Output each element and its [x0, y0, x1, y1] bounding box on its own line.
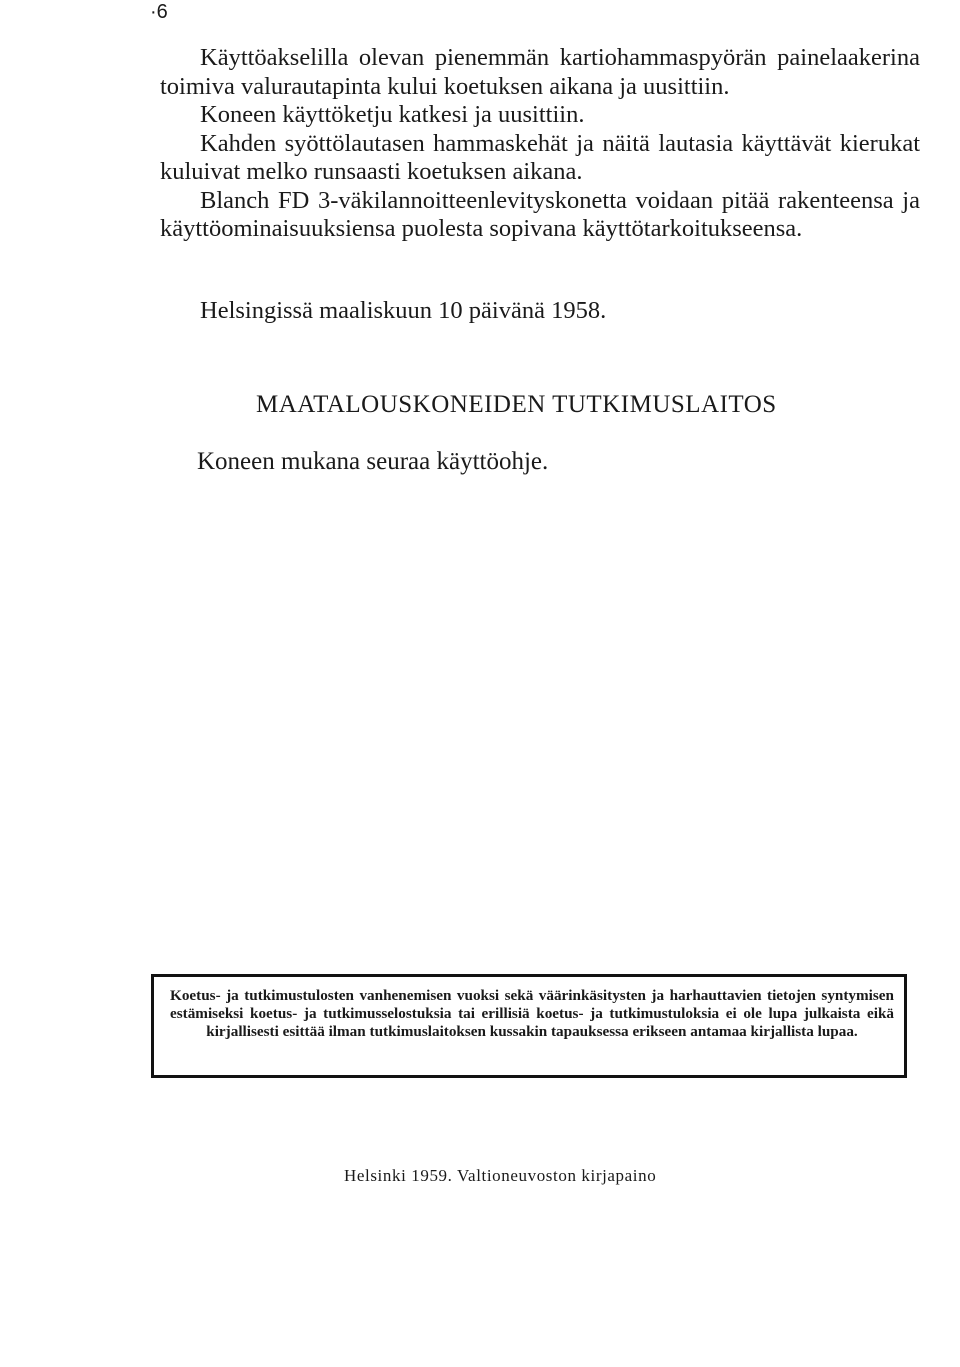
paragraph-verdict: Blanch FD 3-väkilannoitteenlevityskonetta voidaan pitää rakenteensa ja käyttöominaisuuksiensa puolesta sopivana käyttötarkoitukseensa.: [160, 186, 920, 242]
place-date: Helsingissä maaliskuun 10 päivänä 1958.: [200, 297, 607, 324]
page-number: ·6: [150, 1, 168, 23]
paragraph-drive-chain: Koneen käyttöketju katkesi ja uusittiin.: [200, 101, 585, 128]
attachment-note: Koneen mukana seuraa käyttöohje.: [197, 448, 549, 475]
printer-imprint: Helsinki 1959. Valtioneuvoston kirjapaino: [344, 1166, 657, 1185]
paragraph-feed-plates: Kahden syöttölautasen hammaskehät ja näitä lautasia käyttävät kierukat kuluivat melko runsaasti koetuksen aikana.: [160, 129, 920, 185]
paragraph-bearing-wear: Käyttöakselilla olevan pienemmän kartiohammaspyörän painelaakerina toimiva valurautapinta kului koetuksen aikana ja uusittiin.: [160, 44, 920, 100]
publication-notice-box: [151, 974, 907, 1078]
publication-notice-text: Koetus- ja tutkimustulosten vanhenemisen vuoksi sekä väärinkäsitysten ja harhauttavien tietojen syntymisen estämiseksi koetus- ja tutkimusselostuksia tai erillisiä koetus- ja tutkimustuloksia ei ole lupa julkaista eikä kirjallisesti esittää ilman tutkimuslaitoksen kussakin tapauksessa erikseen antamaa kirjallista lupaa.: [170, 987, 894, 1040]
report-conclusions: [160, 44, 920, 244]
institution-name: MAATALOUSKONEIDEN TUTKIMUSLAITOS: [256, 391, 777, 418]
